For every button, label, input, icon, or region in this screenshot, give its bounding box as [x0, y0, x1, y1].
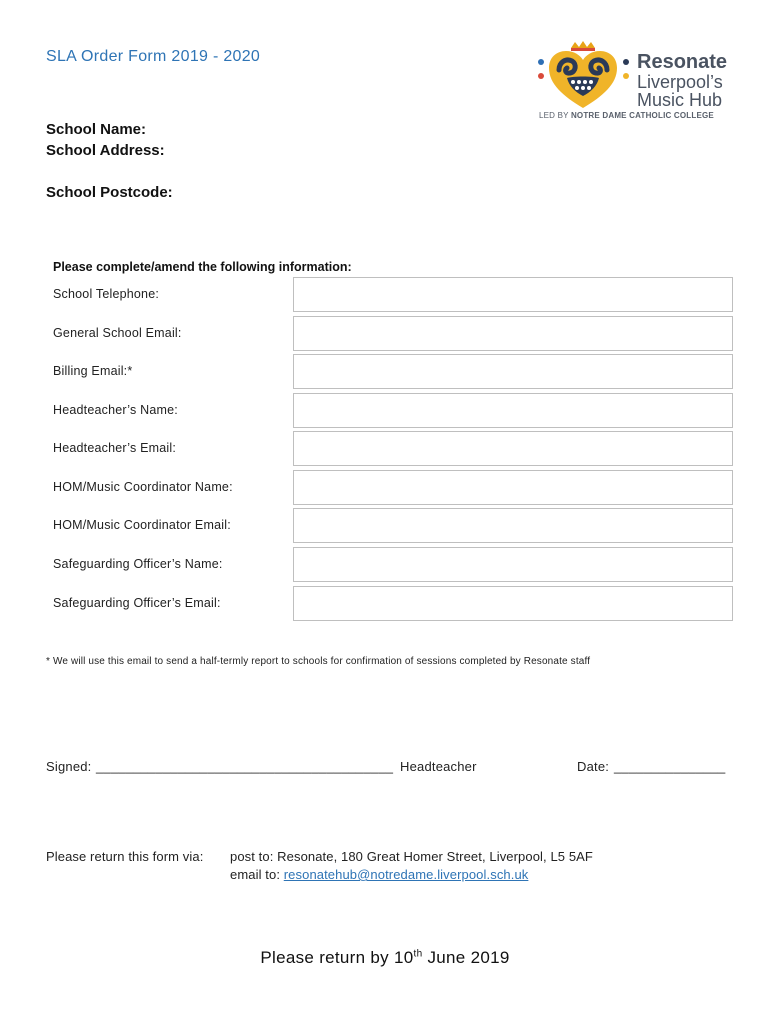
general-email-field[interactable] — [293, 316, 733, 351]
deadline-rest: June 2019 — [422, 948, 510, 967]
school-postcode-label: School Postcode: — [46, 184, 173, 201]
form-intro: Please complete/amend the following information: — [53, 260, 352, 274]
return-via-label: Please return this form via: — [46, 849, 204, 864]
return-email-link[interactable]: resonatehub@notredame.liverpool.sch.uk — [283, 867, 529, 882]
headteacher-name-field[interactable] — [293, 393, 733, 428]
field-label-safeguarding-name: Safeguarding Officer’s Name: — [53, 557, 223, 571]
date-line[interactable]: _______________ — [614, 759, 726, 774]
logo-line-2: Liverpool’s — [637, 72, 723, 92]
resonate-heart-icon — [533, 40, 633, 110]
field-label-headteacher-email: Headteacher’s Email: — [53, 441, 177, 455]
safeguarding-name-field[interactable] — [293, 547, 733, 582]
field-label-billing-email: Billing Email:* — [53, 364, 133, 378]
logo-line-3: Music Hub — [637, 90, 723, 110]
field-label-school-telephone: School Telephone: — [53, 287, 160, 301]
return-post-address: post to: Resonate, 180 Great Homer Street, Liverpool, L5 5AF — [230, 849, 593, 864]
signed-label: Signed: — [46, 759, 92, 774]
billing-email-field[interactable] — [293, 354, 733, 389]
field-label-general-email: General School Email: — [53, 326, 182, 340]
headteacher-email-field[interactable] — [293, 431, 733, 466]
field-label-coordinator-email: HOM/Music Coordinator Email: — [53, 518, 231, 532]
field-label-coordinator-name: HOM/Music Coordinator Name: — [53, 480, 233, 494]
coordinator-name-field[interactable] — [293, 470, 733, 505]
school-telephone-field[interactable] — [293, 277, 733, 312]
led-org: NOTRE DAME CATHOLIC COLLEGE — [570, 111, 714, 120]
return-deadline — [0, 948, 770, 968]
field-label-safeguarding-email: Safeguarding Officer’s Email: — [53, 596, 221, 610]
deadline-text: Please return by 10 — [260, 948, 414, 967]
return-email-line — [230, 867, 528, 882]
logo-led-by — [539, 111, 714, 120]
led-prefix: LED BY — [539, 111, 571, 120]
return-email-prefix: email to: — [230, 867, 284, 882]
school-address-label: School Address: — [46, 142, 165, 159]
coordinator-email-field[interactable] — [293, 508, 733, 543]
safeguarding-email-field[interactable] — [293, 586, 733, 621]
date-label: Date: — [577, 759, 610, 774]
logo-name: Resonate — [637, 51, 728, 73]
school-name-label: School Name: — [46, 121, 147, 138]
deadline-suffix: th — [413, 948, 423, 960]
field-label-headteacher-name: Headteacher’s Name: — [53, 403, 178, 417]
signature-line[interactable]: ________________________________________ — [96, 759, 394, 774]
form-title: SLA Order Form 2019 - 2020 — [46, 48, 261, 65]
resonate-logo — [533, 40, 738, 126]
billing-email-footnote: * We will use this email to send a half-termly report to schools for confirmation of sessions completed by Resonate staff — [46, 656, 591, 667]
headteacher-role-label: Headteacher — [400, 759, 477, 774]
